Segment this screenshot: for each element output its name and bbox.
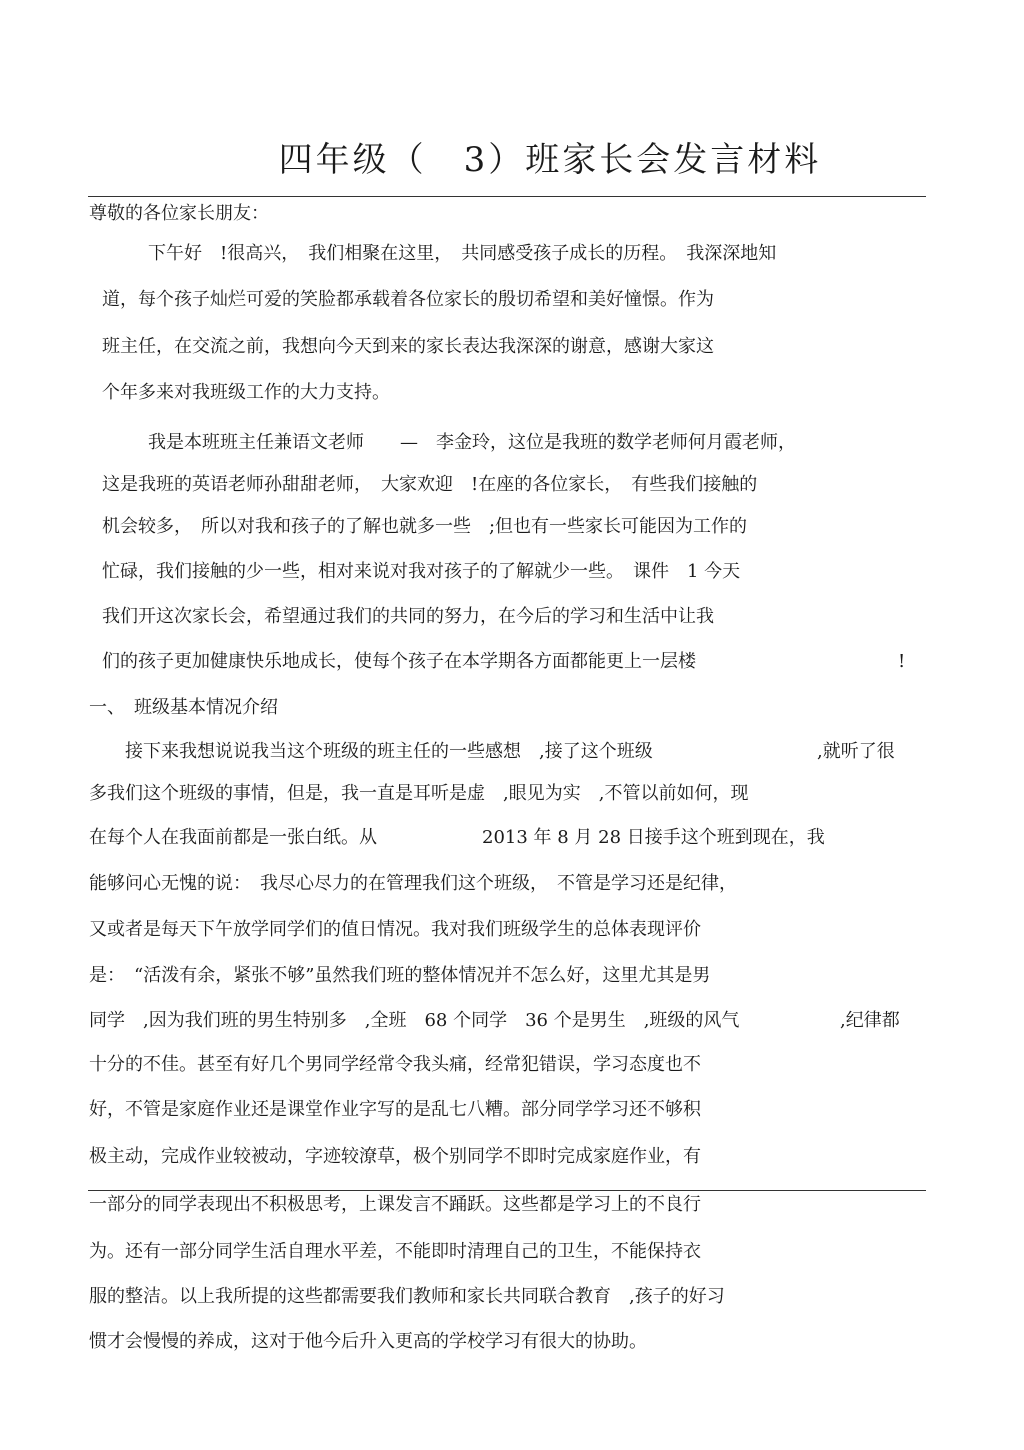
paragraph-line: 又或者是每天下午放学同学们的值日情况。我对我们班级学生的总体表现评价 — [89, 919, 701, 940]
paragraph-line-end: ! — [898, 651, 906, 672]
paragraph-line: 能够问心无愧的说： 我尽心尽力的在管理我们这个班级， 不管是学习还是纪律， — [89, 873, 737, 894]
paragraph-line: 是： “活泼有余，紧张不够”虽然我们班的整体情况并不怎么好，这里尤其是男 — [89, 965, 711, 986]
paragraph-line: 服的整洁。以上我所提的这些都需要我们教师和家长共同联合教育 ,孩子的好习 — [89, 1286, 725, 1307]
paragraph-line-end: ,就听了很 — [817, 741, 895, 762]
paragraph-line: 好，不管是家庭作业还是课堂作业字写的是乱七八糟。部分同学学习还不够积 — [89, 1099, 701, 1120]
paragraph-line: 班主任，在交流之前，我想向今天到来的家长表达我深深的谢意，感谢大家这 — [102, 336, 714, 357]
paragraph-line: 为。还有一部分同学生活自理水平差，不能即时清理自己的卫生，不能保持衣 — [89, 1241, 701, 1262]
paragraph-line: 我们开这次家长会，希望通过我们的共同的努力，在今后的学习和生活中让我 — [102, 606, 714, 627]
paragraph-line: 同学 ,因为我们班的男生特别多 ,全班 68 个同学 36 个是男生 ,班级的风气 — [89, 1010, 740, 1031]
paragraph-line: 我是本班班主任兼语文老师 — 李金玲，这位是我班的数学老师何月霞老师， — [148, 432, 796, 453]
paragraph-line-cont: 2013 年 8 月 28 日接手这个班到现在，我 — [482, 827, 825, 848]
paragraph-line: 在每个人在我面前都是一张白纸。从 — [89, 827, 377, 848]
paragraph-line-end: ,纪律都 — [840, 1010, 900, 1031]
page-break-divider — [88, 1190, 926, 1191]
paragraph-line: 极主动，完成作业较被动，字迹较潦草，极个别同学不即时完成家庭作业，有 — [89, 1146, 701, 1167]
paragraph-line: 下午好 !很高兴， 我们相聚在这里， 共同感受孩子成长的历程。 我深深地知 — [148, 243, 777, 264]
paragraph-line: 们的孩子更加健康快乐地成长，使每个孩子在本学期各方面都能更上一层楼 — [102, 651, 696, 672]
paragraph-line: 个年多来对我班级工作的大力支持。 — [102, 382, 390, 403]
top-divider — [88, 196, 926, 197]
paragraph-line: 接下来我想说说我当这个班级的班主任的一些感想 ,接了这个班级 — [125, 741, 653, 762]
paragraph-line: 多我们这个班级的事情，但是，我一直是耳听是虚 ,眼见为实 ,不管以前如何，现 — [89, 783, 749, 804]
document-title: 四年级（ 3）班家长会发言材料 — [278, 140, 822, 180]
paragraph-line: 道，每个孩子灿烂可爱的笑脸都承载着各位家长的殷切希望和美好憧憬。作为 — [102, 289, 714, 310]
paragraph-line: 惯才会慢慢的养成，这对于他今后升入更高的学校学习有很大的协助。 — [89, 1331, 647, 1352]
salutation: 尊敬的各位家长朋友： — [89, 203, 269, 224]
paragraph-line: 忙碌，我们接触的少一些，相对来说对我对孩子的了解就少一些。 课件 1 今天 — [102, 561, 741, 582]
paragraph-line: 一部分的同学表现出不积极思考，上课发言不踊跃。这些都是学习上的不良行 — [89, 1194, 701, 1215]
section-heading: 一、 班级基本情况介绍 — [89, 697, 278, 718]
paragraph-line: 这是我班的英语老师孙甜甜老师， 大家欢迎 !在座的各位家长， 有些我们接触的 — [102, 474, 758, 495]
paragraph-line: 机会较多， 所以对我和孩子的了解也就多一些 ;但也有一些家长可能因为工作的 — [102, 516, 748, 537]
paragraph-line: 十分的不佳。甚至有好几个男同学经常令我头痛，经常犯错误，学习态度也不 — [89, 1054, 701, 1075]
